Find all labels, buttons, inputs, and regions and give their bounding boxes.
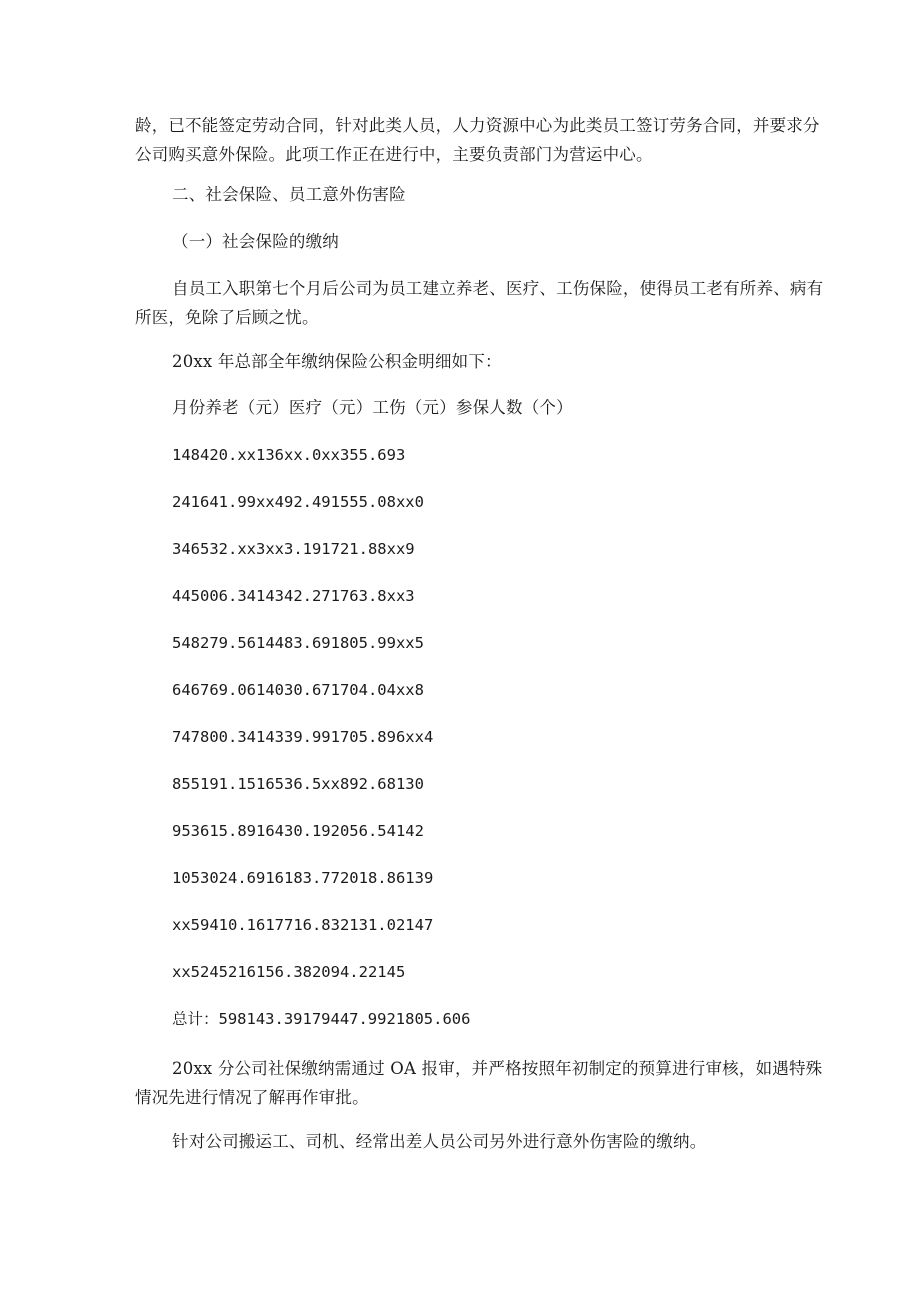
data-row: 747800.3414339.991705.896xx4: [172, 728, 434, 746]
data-row: 953615.8916430.192056.54142: [172, 822, 424, 840]
data-row: 548279.5614483.691805.99xx5: [172, 634, 424, 652]
total-line: 总计：598143.39179447.9921805.606: [172, 1010, 471, 1028]
data-row: xx59410.1617716.832131.02147: [172, 916, 434, 934]
paragraph-social-insurance: 自员工入职第七个月后公司为员工建立养老、医疗、工伤保险，使得员工老有所养、病有所医，免除了后顾之忧。: [135, 279, 824, 327]
paragraph-accident-insurance: 针对公司搬运工、司机、经常出差人员公司另外进行意外伤害险的缴纳。: [172, 1132, 707, 1151]
data-row: 646769.0614030.671704.04xx8: [172, 681, 424, 699]
data-row: 445006.3414342.271763.8xx3: [172, 587, 415, 605]
paragraph-detail-intro: 20xx 年总部全年缴纳保险公积金明细如下：: [172, 352, 502, 371]
data-row: 148420.xx136xx.0xx355.693: [172, 446, 406, 464]
paragraph-oa-approval: 20xx 分公司社保缴纳需通过 OA 报审，并严格按照年初制定的预算进行审核，如遇特殊情况先进行情况了解再作审批。: [135, 1059, 823, 1107]
subsection-heading-payment: （一）社会保险的缴纳: [172, 232, 339, 251]
section-heading-social-insurance: 二、社会保险、员工意外伤害险: [172, 185, 406, 204]
paragraph-contract-continuation: 龄，已不能签定劳动合同，针对此类人员，人力资源中心为此类员工签订劳务合同，并要求分公司购买意外保险。此项工作正在进行中，主要负责部门为营运中心。: [135, 116, 820, 164]
data-row: 855191.1516536.5xx892.68130: [172, 775, 424, 793]
data-row: 241641.99xx492.491555.08xx0: [172, 493, 424, 511]
table-header-line: 月份养老（元）医疗（元）工伤（元）参保人数（个）: [172, 398, 573, 417]
data-row: xx5245216156.382094.22145: [172, 963, 406, 981]
data-row: 346532.xx3xx3.191721.88xx9: [172, 540, 415, 558]
data-row: 1053024.6916183.772018.86139: [172, 869, 434, 887]
